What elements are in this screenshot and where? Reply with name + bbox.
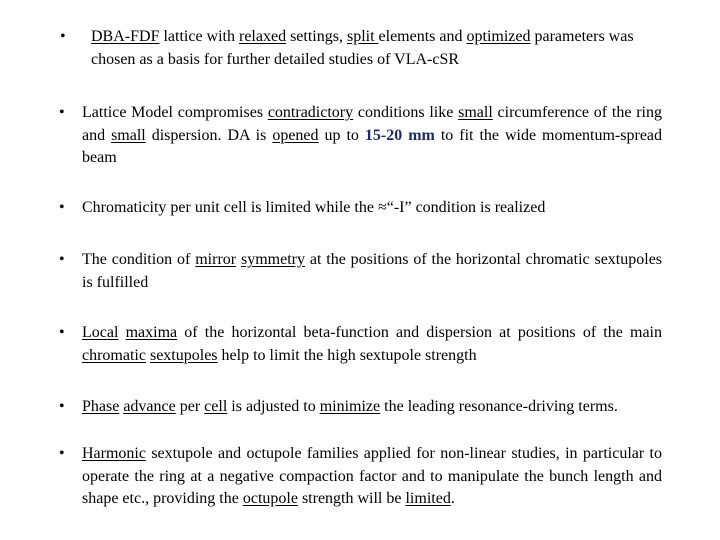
underlined-term: Local	[82, 324, 119, 341]
bullet-text	[82, 102, 662, 170]
underlined-term: symmetry	[240, 251, 305, 268]
text-run: conditions like	[353, 104, 459, 121]
text-run: The condition of	[82, 251, 196, 268]
text-run: at the positions of the horizontal chromatic sextupoles is fulfilled	[82, 251, 663, 291]
underlined-term: small	[458, 104, 493, 121]
text-run	[118, 324, 125, 341]
underlined-term: chromatic	[82, 346, 146, 364]
text-run: .	[450, 490, 455, 507]
text-run: help to limit the high sextupole strength	[217, 346, 477, 364]
underlined-term: octupole	[242, 490, 298, 507]
text-run: strength will be	[297, 490, 406, 507]
bullet-marker: •	[59, 251, 65, 268]
bullet-marker: •	[60, 28, 66, 45]
text-run: of the horizontal beta-function and dispersion at positions of the main	[177, 324, 663, 341]
bullet-text	[82, 249, 662, 294]
text-run: is adjusted to	[227, 398, 320, 415]
underlined-term: optimized	[466, 28, 531, 45]
text-run: the leading resonance-driving terms.	[380, 398, 618, 415]
bullet-marker: •	[59, 199, 65, 216]
underlined-term: contradictory	[267, 104, 354, 121]
underlined-term: advance	[123, 398, 176, 415]
underlined-term: Phase	[82, 398, 120, 415]
underlined-term: opened	[272, 126, 319, 144]
highlight-text: 15-20 mm	[364, 126, 435, 144]
underlined-term: relaxed	[239, 28, 287, 45]
bullet-text	[82, 197, 662, 220]
underlined-term: Harmonic	[82, 445, 146, 462]
text-run: lattice with	[159, 28, 239, 45]
bullet-text	[82, 396, 662, 419]
underlined-term: split	[346, 28, 379, 45]
text-run: to fit the wide momentum-spread beam	[82, 126, 663, 166]
underlined-term: maxima	[125, 324, 178, 341]
underlined-term: DBA-FDF	[91, 28, 160, 45]
underlined-term: mirror	[195, 251, 237, 268]
text-run: per	[175, 398, 205, 415]
underlined-term: limited	[405, 490, 451, 507]
bullet-marker: •	[59, 104, 65, 121]
text-run: parameters was chosen as a basis for further detailed studies of VLA-cSR	[91, 28, 634, 68]
text-run: circumference of the ring and	[82, 104, 663, 144]
underlined-term: minimize	[319, 398, 381, 415]
text-run: settings,	[286, 28, 347, 45]
text-run: Lattice Model compromises	[82, 104, 268, 121]
text-run: Chromaticity per unit cell is limited while the ≈“-I” condition is realized	[82, 199, 546, 216]
bullet-marker: •	[59, 398, 65, 415]
underlined-term: small	[111, 126, 146, 144]
bullet-marker: •	[59, 445, 65, 462]
bullet-text	[82, 322, 662, 367]
text-run: sextupole and octupole families applied for non-linear studies, in particular to operate the ring at a negative compaction factor and to manipulate the bunch length and shape etc., providing the	[82, 445, 662, 507]
bullet-text	[82, 443, 662, 511]
text-run: elements and	[378, 28, 467, 45]
underlined-term: sextupoles	[149, 346, 218, 364]
bullet-marker: •	[59, 324, 65, 341]
bullet-text	[91, 26, 651, 71]
underlined-term: cell	[204, 398, 228, 415]
text-run: dispersion. DA is	[145, 126, 273, 144]
text-run: up to	[318, 126, 365, 144]
